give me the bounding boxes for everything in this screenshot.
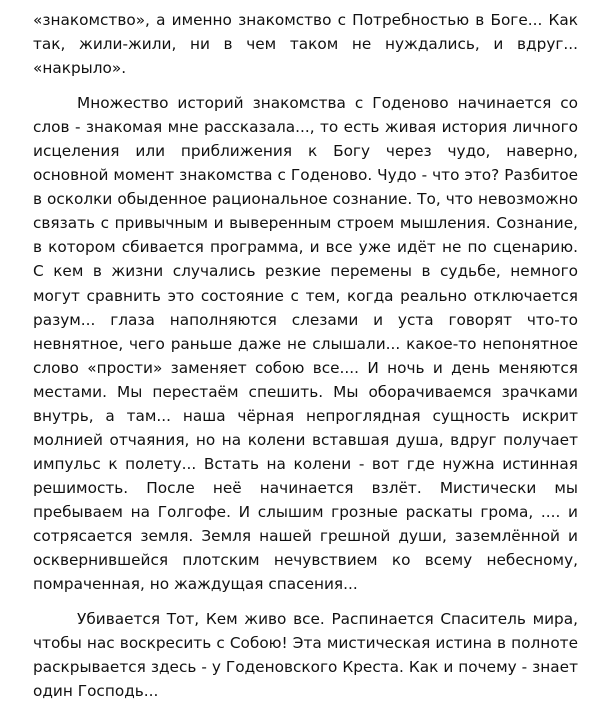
paragraph-2: Множество историй знакомства с Годеново начинается со слов - знакомая мне рассказала..., то есть живая история личного исцеления или приближения к Богу через чудо, наверно, основной момент знакомства с Годеново. Чудо - что это? Разбитое в осколки обыденное рациональное сознание. То, что невозможно связать с привычным и выверенным строем мышления. Сознание, в котором сбивается программа, и все уже идёт не по сценарию. С кем в жизни случались резкие перемены в судьбе, немного могут сравнить это состояние с тем, когда реально отключается разум... глаза наполняются слезами и уста говорят что-то невнятное, чего раньше даже не слышали... какое-то непонятное слово «прости» заменяет собою все.... И ночь и день меняются местами. Мы перестаём спешить. Мы оборачиваемся зрачками внутрь, а там... наша чёрная непроглядная сущность искрит молнией отчаяния, но на колени вставшая душа, вдруг получает импульс к полету... Встать на колени - вот где нужна истинная решимость. После неё начинается взлёт. Мистически мы пребываем на Голгофе. И слышим грозные раскаты грома, .... и сотрясается земля. Земля нашей грешной души, заземлённой и осквернившейся плотским нечувствием ко всему небесному, помраченная, но жаждущая спасения... <box>33 94 578 594</box>
paragraph-1: «знакомство», а именно знакомство с Потребностью в Боге... Как так, жили-жили, ни в чем таком не нуждались, и вдруг... «накрыло». <box>33 11 578 78</box>
paragraph-3: Убивается Тот, Кем живо все. Распинается Спаситель мира, чтобы нас воскресить с Собою! Эта мистическая истина в полноте раскрывается здесь - у Годеновского Креста. Как и почему - знает один Господь... <box>33 610 578 701</box>
document-page <box>33 8 578 703</box>
